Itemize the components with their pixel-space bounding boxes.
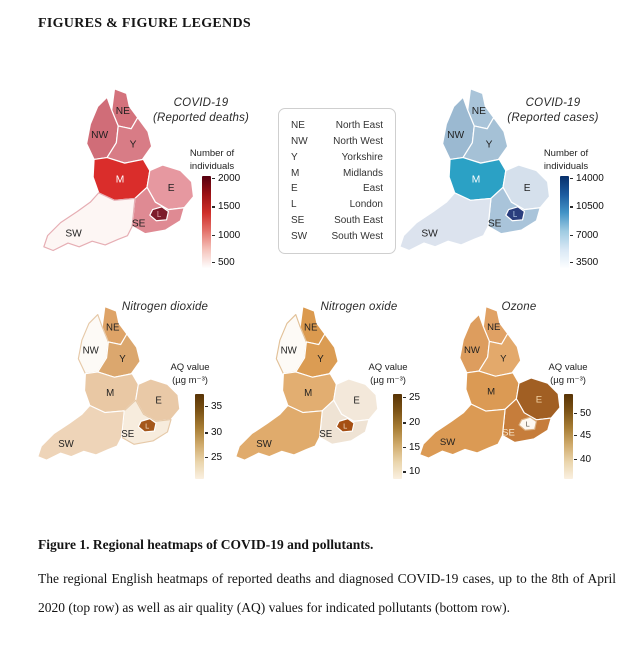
legend-row xyxy=(291,136,383,147)
map-title-line1: Ozone xyxy=(501,301,537,313)
colorbar-tick: 1500 xyxy=(218,201,241,213)
region-label-e: E xyxy=(535,394,543,406)
colorbar-label: Number of individuals xyxy=(543,148,589,172)
colorbar xyxy=(560,176,569,268)
region-label-e: E xyxy=(155,395,162,407)
region-abbr: NW xyxy=(291,135,308,147)
map-title-line1: Nitrogen oxide xyxy=(320,301,398,313)
colorbar-label: AQ value (µg m⁻³) xyxy=(548,362,588,386)
figure-caption-title: Figure 1. Regional heatmaps of COVID-19 and pollutants. xyxy=(38,537,374,552)
region-label-sw: SW xyxy=(58,438,74,450)
colorbar-tick: 45 xyxy=(580,429,592,441)
region-abbr: SE xyxy=(291,215,305,227)
colorbar-tick: 30 xyxy=(211,427,223,439)
colorbar-tick: 20 xyxy=(409,417,421,429)
region-label-sw: SW xyxy=(439,437,456,449)
panel-covid-cases xyxy=(398,72,636,292)
region-label-l: L xyxy=(343,421,348,431)
map-title xyxy=(490,96,616,126)
map-title xyxy=(138,96,264,126)
legend-row xyxy=(291,199,383,210)
region-label-y: Y xyxy=(500,353,507,365)
region-label-l: L xyxy=(145,421,150,431)
region-label-nw: NW xyxy=(82,345,99,357)
region-name: London xyxy=(349,199,383,211)
colorbar-tick: 10500 xyxy=(576,201,604,213)
map-title xyxy=(464,300,574,315)
colorbar-label: Number of individuals xyxy=(189,148,235,172)
region-label-e: E xyxy=(353,395,360,407)
map-title-line1: Nitrogen dioxide xyxy=(121,301,209,313)
region-abbr: Y xyxy=(291,151,298,163)
colorbar-label: AQ value (µg m⁻³) xyxy=(170,362,210,386)
page-heading: FIGURES & FIGURE LEGENDS xyxy=(38,16,251,31)
colorbar-tick: 14000 xyxy=(576,172,604,184)
region-abbr: SW xyxy=(291,230,308,242)
region-name: South East xyxy=(334,215,383,227)
figure-caption-body: The regional English heatmaps of reported deaths and diagnosed COVID-19 cases, up to the 8th of April 2020 (top row) as well as air quality (AQ) values for indicated pollutants (bottom row). xyxy=(38,571,616,615)
region-name: North West xyxy=(333,135,383,147)
region-label-ne: NE xyxy=(487,322,501,334)
colorbar-tick: 40 xyxy=(580,453,592,465)
legend-row xyxy=(291,231,383,242)
colorbar-label: AQ value (µg m⁻³) xyxy=(368,362,408,386)
region-label-nw: NW xyxy=(280,345,297,357)
legend-row xyxy=(291,183,383,194)
region-label-se: SE xyxy=(487,218,502,230)
colorbar-tick: 25 xyxy=(409,391,421,403)
colorbar xyxy=(393,394,402,479)
region-label-se: SE xyxy=(502,427,515,439)
region-name: South West xyxy=(331,230,383,242)
colorbar-ticks xyxy=(572,172,618,268)
region-name: East xyxy=(362,183,383,195)
colorbar-tick: 10 xyxy=(409,466,421,478)
region-label-m: M xyxy=(115,174,125,186)
colorbar-ticks xyxy=(576,394,622,479)
map-title-line2: (Reported cases) xyxy=(507,112,599,124)
colorbar-ticks xyxy=(405,391,451,479)
region-abbr: E xyxy=(291,183,298,195)
map-title-line1: COVID-19 xyxy=(525,97,581,109)
colorbar-tick: 2000 xyxy=(218,172,241,184)
figure-caption xyxy=(38,537,616,622)
region-label-y: Y xyxy=(119,354,126,366)
region-label-ne: NE xyxy=(115,105,130,117)
region-label-e: E xyxy=(167,183,175,195)
region-label-y: Y xyxy=(317,354,324,366)
colorbar-tick: 3500 xyxy=(576,256,599,268)
region-label-sw: SW xyxy=(421,228,438,240)
region-label-se: SE xyxy=(131,218,146,230)
region-southwest-shape xyxy=(38,405,124,460)
region-label-sw: SW xyxy=(65,228,82,240)
region-label-y: Y xyxy=(485,139,493,151)
region-label-ne: NE xyxy=(304,322,318,334)
region-label-m: M xyxy=(106,387,115,399)
region-abbr: L xyxy=(291,199,297,211)
panel-nitrogen-dioxide xyxy=(28,292,240,520)
region-label-m: M xyxy=(487,386,496,398)
region-name: Midlands xyxy=(342,167,383,179)
colorbar-tick: 50 xyxy=(580,407,592,419)
region-southwest-shape xyxy=(400,193,491,251)
region-legend xyxy=(278,108,396,254)
colorbar-tick: 35 xyxy=(211,400,223,412)
region-label-e: E xyxy=(523,183,531,195)
region-label-m: M xyxy=(471,174,481,186)
colorbar-tick: 7000 xyxy=(576,229,599,241)
region-label-ne: NE xyxy=(106,322,120,334)
region-name: North East xyxy=(335,120,383,131)
region-abbr: M xyxy=(291,167,300,179)
colorbar-ticks xyxy=(207,394,253,479)
legend-row xyxy=(291,120,383,131)
colorbar-tick: 25 xyxy=(211,451,223,463)
region-label-nw: NW xyxy=(91,130,109,142)
colorbar xyxy=(195,394,204,479)
map-title-line2: (Reported deaths) xyxy=(152,112,250,124)
map-title xyxy=(100,300,230,315)
legend-row xyxy=(291,152,383,163)
region-label-nw: NW xyxy=(447,130,465,142)
map-title-line1: COVID-19 xyxy=(173,97,229,109)
legend-row xyxy=(291,168,383,179)
england-map-no2 xyxy=(36,304,186,480)
region-name: Yorkshire xyxy=(341,151,383,163)
region-label-l: L xyxy=(525,419,530,429)
panel-nitrogen-oxide xyxy=(226,292,438,520)
colorbar-tick: 15 xyxy=(409,441,421,453)
panel-covid-deaths xyxy=(42,72,272,292)
region-label-se: SE xyxy=(319,429,333,441)
colorbar xyxy=(564,394,573,479)
region-label-m: M xyxy=(304,387,313,399)
colorbar-tick: 500 xyxy=(218,256,235,268)
region-label-y: Y xyxy=(129,139,137,151)
legend-row xyxy=(291,215,383,226)
region-label-nw: NW xyxy=(464,344,480,356)
colorbar-tick: 1000 xyxy=(218,229,241,241)
region-southwest-shape xyxy=(44,193,135,251)
england-map-no xyxy=(234,304,384,480)
region-label-sw: SW xyxy=(256,438,272,450)
colorbar xyxy=(202,176,211,268)
region-label-l: L xyxy=(512,210,518,220)
region-label-se: SE xyxy=(121,429,135,441)
region-label-ne: NE xyxy=(471,105,486,117)
map-title xyxy=(294,300,424,315)
region-label-l: L xyxy=(156,210,162,220)
region-abbr: NE xyxy=(291,120,305,131)
panel-ozone xyxy=(418,292,638,520)
colorbar-ticks xyxy=(214,172,260,268)
